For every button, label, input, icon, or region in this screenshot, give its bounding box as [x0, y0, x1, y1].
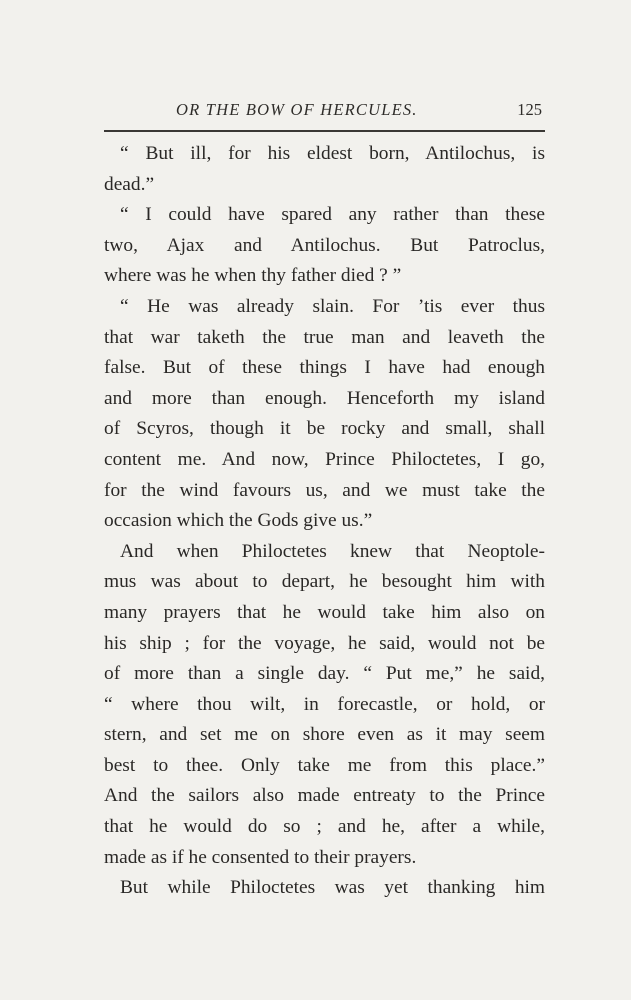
text-line: many prayers that he would take him also on: [104, 601, 545, 623]
text-line: for the wind favours us, and we must take the: [104, 479, 545, 501]
text-line: false. But of these things I have had enough: [104, 357, 545, 379]
text-line: And the sailors also made entreaty to the Prince: [104, 785, 545, 807]
text-line: stern, and set me on shore even as it may seem: [104, 724, 545, 746]
text-line: “ where thou wilt, in forecastle, or hold, or: [104, 693, 545, 715]
text-line: content me. And now, Prince Philoctetes, I go,: [104, 448, 545, 470]
text-line: made as if he consented to their prayers.: [104, 846, 417, 868]
text-line: and more than enough. Henceforth my island: [104, 387, 545, 409]
text-line: And when Philoctetes knew that Neoptole-: [120, 540, 545, 562]
text-line: where was he when thy father died ? ”: [104, 265, 402, 287]
text-line: occasion which the Gods give us.”: [104, 510, 373, 532]
text-line: But while Philoctetes was yet thanking him: [120, 877, 545, 899]
text-line: mus was about to depart, he besought him with: [104, 571, 545, 593]
text-line: of more than a single day. “ Put me,” he said,: [104, 663, 545, 685]
text-line: “ But ill, for his eldest born, Antilochus, is: [120, 143, 545, 164]
running-head: [104, 96, 546, 122]
text-line: “ I could have spared any rather than these: [120, 204, 545, 226]
text-line: “ He was already slain. For ’tis ever thus: [120, 295, 545, 317]
text-line: dead.”: [104, 173, 155, 195]
text-line: that he would do so ; and he, after a while,: [104, 816, 545, 838]
text-line: his ship ; for the voyage, he said, would not be: [104, 632, 545, 654]
text-line: two, Ajax and Antilochus. But Patroclus,: [104, 234, 545, 256]
running-head-title: OR THE BOW OF HERCULES.: [176, 100, 418, 119]
text-line: of Scyros, though it be rocky and small, shall: [104, 418, 545, 440]
page-number: 125: [517, 100, 542, 119]
body-text: [104, 139, 545, 904]
text-line: that war taketh the true man and leaveth the: [104, 326, 545, 348]
header-rule: [104, 130, 545, 132]
text-line: best to thee. Only take me from this place.”: [104, 754, 545, 776]
